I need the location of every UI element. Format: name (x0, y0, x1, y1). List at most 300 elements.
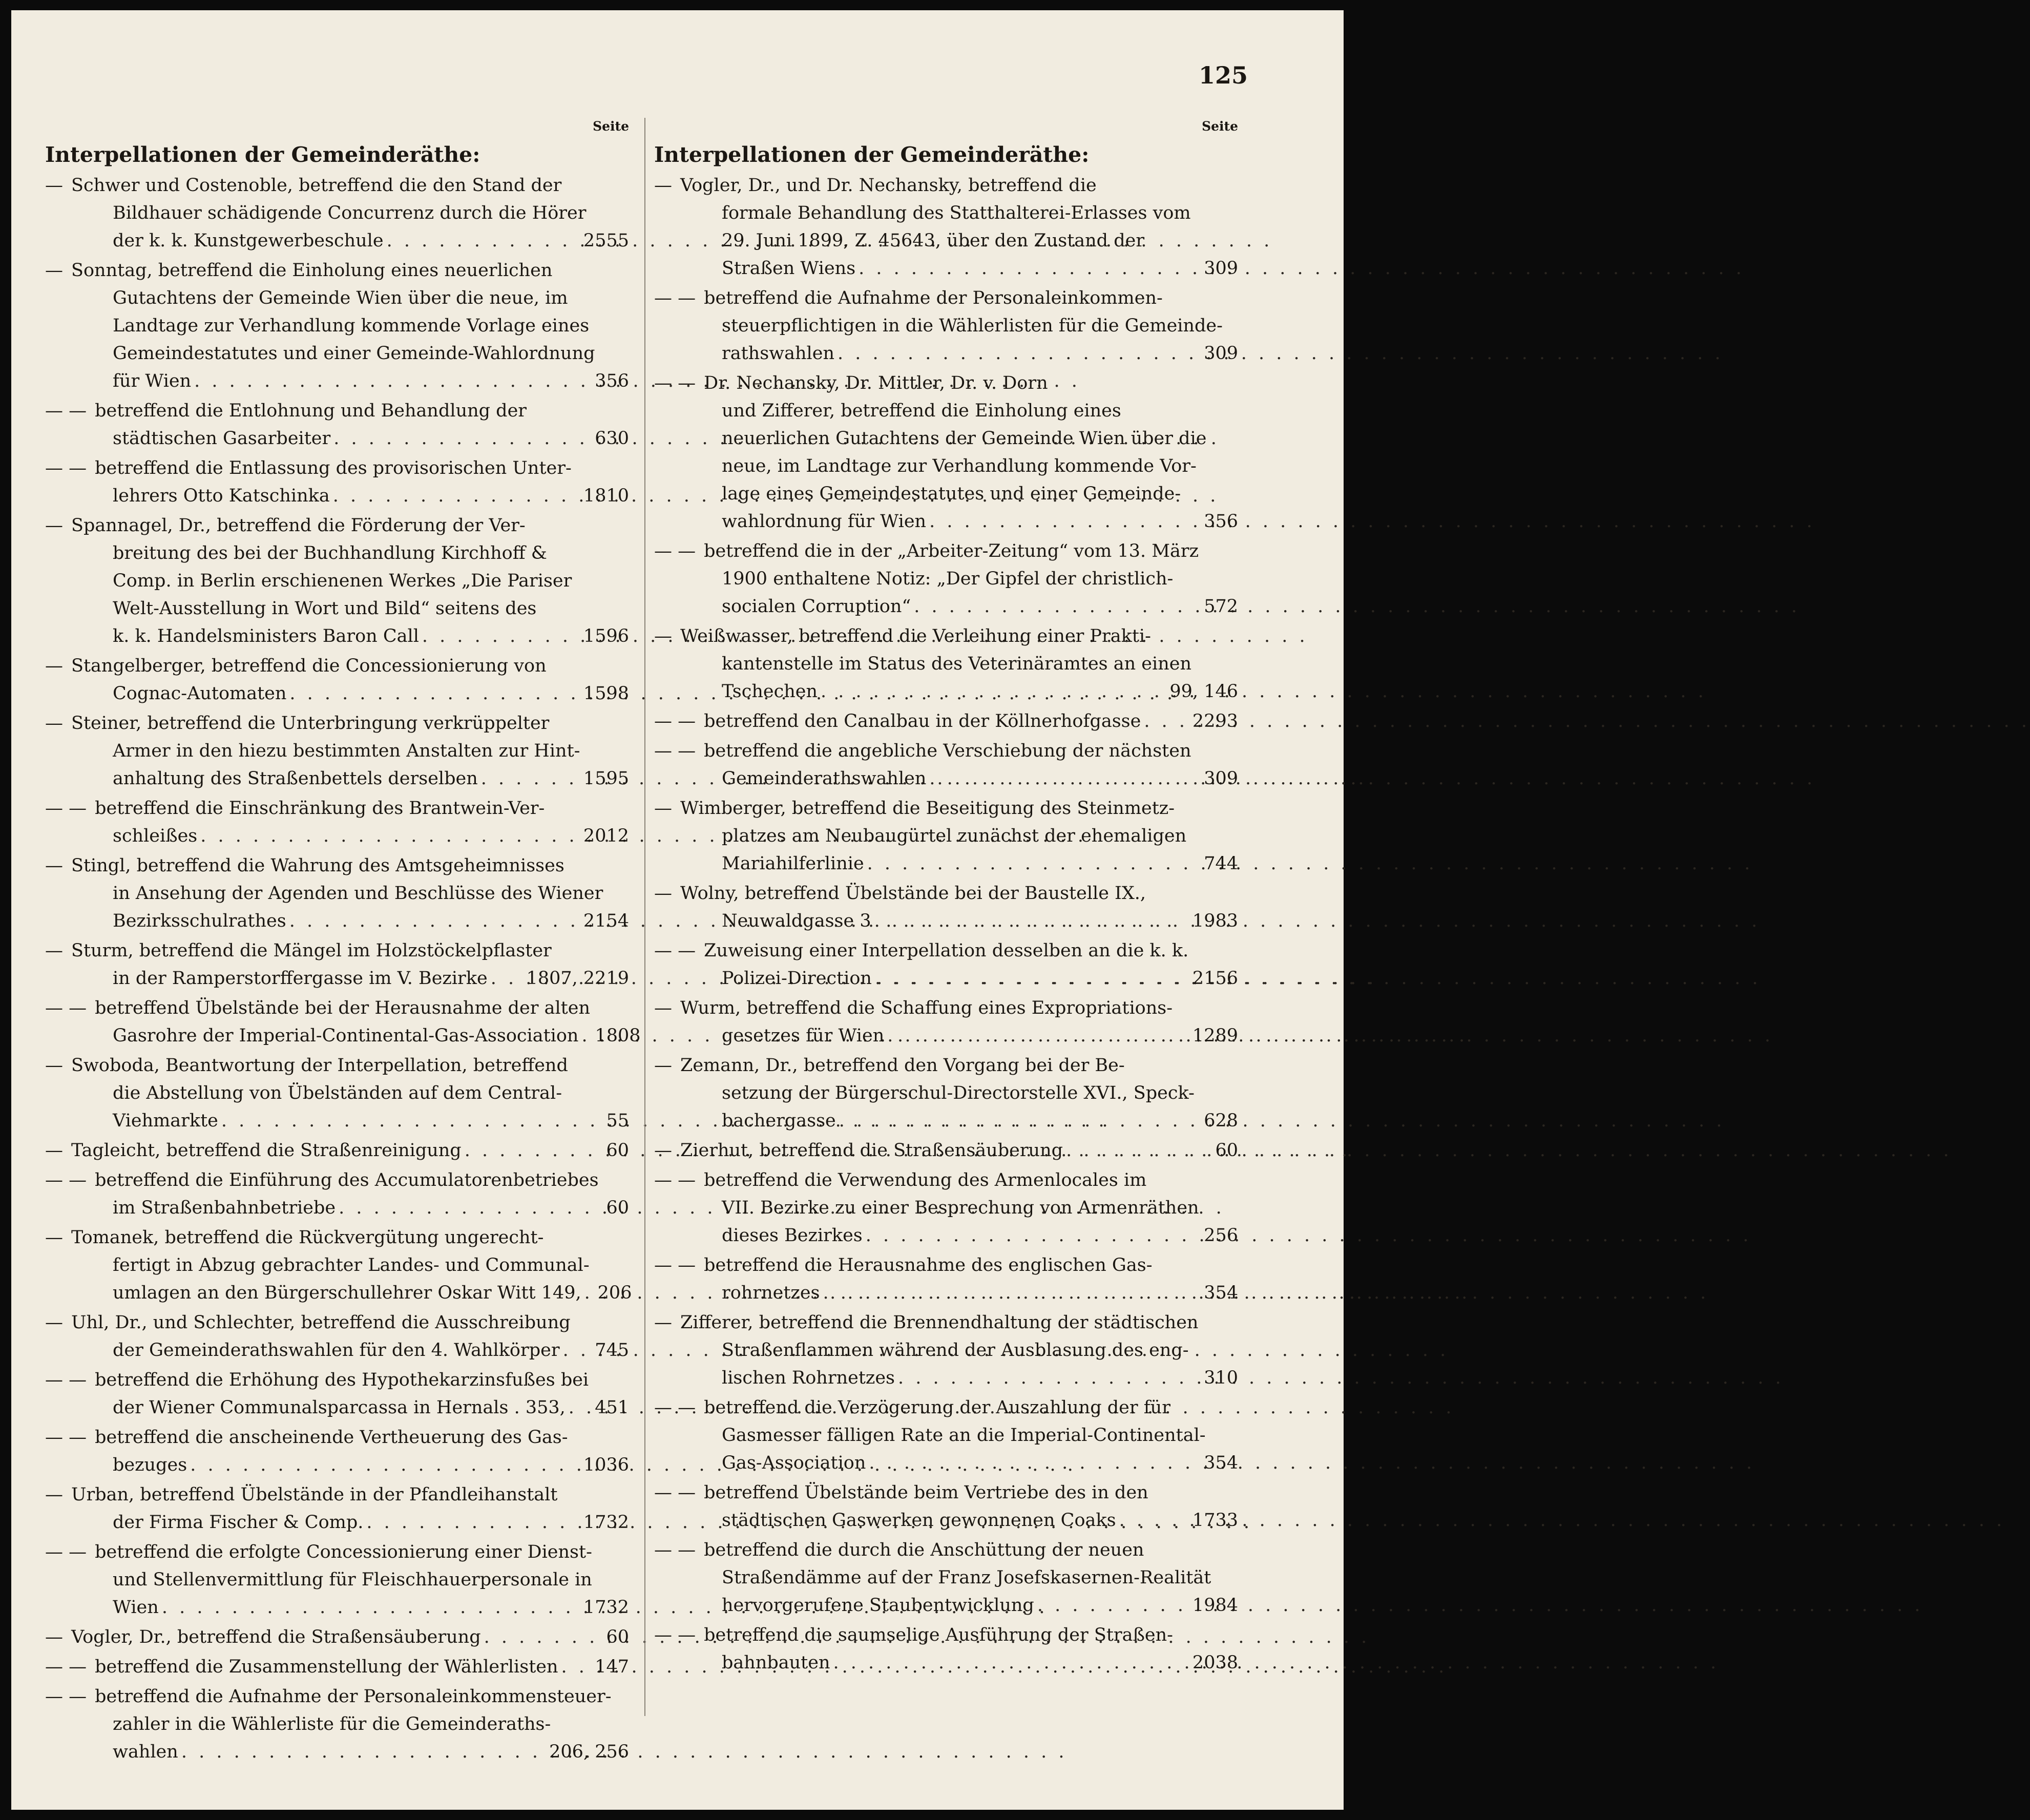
entry-dash: — (45, 515, 63, 536)
index-entry (654, 284, 1238, 367)
entry-line (45, 1738, 629, 1766)
page-reference: 309 (1204, 258, 1238, 279)
page-reference: 451 (595, 1397, 629, 1418)
entry-text: Urban, betreffend Übelstände in der Pfandleihanstalt (71, 1484, 558, 1505)
entry-line (654, 1649, 1238, 1677)
dot-leader (159, 1594, 583, 1621)
index-entry (654, 707, 1238, 735)
entry-line (45, 1481, 629, 1509)
index-entry (654, 1621, 1238, 1677)
entry-text: betreffend die saumselige Ausführung der Straßen- (704, 1625, 1173, 1645)
page-reference: 744 (1204, 853, 1238, 874)
page-reference: 1732 (583, 1512, 629, 1533)
index-entry (45, 1224, 632, 1307)
index-entry (654, 880, 1238, 935)
page-reference: 147 (595, 1657, 629, 1677)
index-entry (654, 937, 1238, 992)
entry-line (45, 1538, 629, 1566)
entry-text: Bildhauer schädigende Concurrenz durch die Hörer (113, 203, 587, 223)
entry-line (654, 480, 1238, 508)
entry-dash: — — (45, 1657, 87, 1677)
page-reference: 2293 (1192, 711, 1238, 731)
entry-dash: — (654, 1312, 672, 1333)
index-entry (45, 512, 629, 650)
dot-leader (178, 1738, 549, 1766)
entry-dash: — — (654, 1625, 696, 1645)
entry-text: Wurm, betreffend die Schaffung eines Expropriations- (680, 998, 1173, 1018)
dot-leader (884, 1022, 1192, 1050)
page-reference: 60 (606, 1198, 629, 1218)
entry-dash: — — (654, 1397, 696, 1418)
entry-line (45, 539, 629, 567)
page-reference: 1732 (583, 1597, 629, 1618)
entry-text: betreffend die Verzögerung der Auszahlung der für (704, 1397, 1170, 1418)
entry-text: Uhl, Dr., und Schlechter, betreffend die Ausschreibung (71, 1312, 571, 1333)
index-entry (45, 709, 629, 792)
index-entry (654, 622, 1238, 705)
entry-text: Spannagel, Dr., betreffend die Förderung der Ver- (71, 515, 526, 536)
entry-line (654, 650, 1238, 678)
entry-line (654, 397, 1238, 425)
entry-line (45, 1394, 629, 1421)
page-reference: 1598 (583, 683, 629, 704)
entry-text: betreffend die Aufnahme der Personaleinkommensteuer- (95, 1686, 612, 1707)
index-entry (45, 1623, 629, 1651)
entry-line (45, 765, 629, 792)
index-entry (654, 172, 1238, 282)
entry-dash: — — (654, 373, 696, 393)
index-entry (45, 1538, 629, 1621)
entry-line (45, 1653, 629, 1681)
index-entry (45, 794, 629, 850)
entry-text: Stingl, betreffend die Wahrung des Amtsgeheimnisses (71, 855, 564, 876)
entry-line (45, 482, 629, 510)
index-entry (654, 994, 1238, 1050)
dot-leader (855, 255, 1204, 282)
dot-leader (895, 1364, 1204, 1392)
entry-text: Welt-Ausstellung in Wort und Bild“ seitens des (113, 598, 537, 619)
entry-dash: — (45, 1312, 63, 1333)
column-divider (644, 118, 645, 1716)
entry-line (45, 994, 629, 1022)
entry-line (45, 1509, 629, 1536)
entry-text: in der Ramperstorffergasse im V. Bezirke (113, 968, 488, 989)
entry-dash: — (654, 1055, 672, 1076)
entry-dash: — — (45, 401, 87, 421)
entry-line (45, 1366, 629, 1394)
dot-leader (1063, 1137, 1215, 1164)
index-entry (45, 172, 629, 255)
entry-text: Landtage zur Verhandlung kommende Vorlage eines (113, 316, 590, 336)
index-entry (45, 397, 629, 452)
entry-dash: — — (654, 1255, 696, 1275)
entry-dash: — (45, 1627, 63, 1647)
dot-leader (926, 765, 1204, 792)
entry-line (45, 652, 629, 680)
dot-leader (218, 1107, 606, 1135)
entry-text: neuerlichen Gutachtens der Gemeinde Wien über die (722, 428, 1207, 449)
entry-text: betreffend die Aufnahme der Personaleinkommen- (704, 288, 1163, 308)
entry-text: Zifferer, betreffend die Brennendhaltung der städtischen (680, 1312, 1199, 1333)
entry-line (654, 312, 1238, 340)
entry-line (45, 880, 629, 907)
dot-leader (558, 1653, 595, 1681)
entry-dash: — — (654, 1482, 696, 1503)
entry-text: schleißes (113, 826, 198, 846)
entry-dash: — (45, 1227, 63, 1248)
entry-line (45, 965, 629, 992)
dot-leader (197, 822, 583, 850)
entry-dash: — (45, 713, 63, 734)
entry-dash: — — (654, 741, 696, 761)
dot-leader (363, 1509, 583, 1536)
dot-leader (581, 1279, 598, 1307)
entry-line (654, 965, 1238, 992)
entry-text: Wien (113, 1597, 159, 1618)
entry-dash: — (45, 175, 63, 196)
index-entry (654, 1394, 1238, 1477)
entry-text: betreffend die Entlassung des provisorischen Unter- (95, 458, 572, 478)
dot-leader (871, 907, 1192, 935)
entry-line (45, 937, 629, 965)
entry-line (654, 1479, 1238, 1507)
entry-text: betreffend die anscheinende Vertheuerung des Gas- (95, 1427, 568, 1448)
entry-dash: — — (654, 711, 696, 731)
page-reference: 309 (1204, 343, 1238, 364)
entry-dash: — — (654, 1540, 696, 1560)
entry-dash: — (45, 656, 63, 676)
entry-line (45, 312, 629, 340)
entry-line (654, 850, 1238, 877)
entry-text: und Stellenvermittlung für Fleischhauerpersonale in (113, 1570, 592, 1590)
entry-dash: — — (45, 1542, 87, 1562)
page-reference: 310 (1204, 1368, 1238, 1388)
entry-text: Straßenflammen während der Ausblasung des eng- (722, 1340, 1189, 1361)
entry-dash: — (45, 1484, 63, 1505)
entry-dash: — — (654, 541, 696, 561)
entry-line (654, 425, 1238, 452)
entry-text: betreffend die Erhöhung des Hypothekarzinsfußes bei (95, 1370, 589, 1390)
entry-line (654, 1251, 1238, 1279)
entry-text: der Firma Fischer & Comp. (113, 1512, 364, 1533)
entry-text: Tomanek, betreffend die Rückvergütung ungerecht- (71, 1227, 544, 1248)
page-reference: 572 (1204, 596, 1238, 617)
entry-text: lage eines Gemeindestatutes und einer Gemeinde- (722, 484, 1181, 504)
entry-line (45, 397, 629, 425)
index-entry (45, 1653, 629, 1681)
index-entry (45, 1052, 629, 1135)
page-reference: 99, 146 (1169, 681, 1238, 702)
entry-line (45, 567, 629, 595)
entry-line (654, 255, 1238, 282)
entry-text: neue, im Landtage zur Verhandlung kommende Vor- (722, 456, 1197, 476)
entry-text: betreffend die in der „Arbeiter-Zeitung“ vom 13. März (704, 541, 1199, 561)
entry-line (45, 1566, 629, 1594)
index-entry (45, 1166, 629, 1222)
index-entry (654, 1536, 1238, 1619)
entry-line (654, 1394, 1238, 1421)
page-reference: 60 (606, 1627, 629, 1647)
entry-dash: — (654, 175, 672, 196)
entry-line (45, 257, 629, 284)
dot-leader (820, 1279, 1204, 1307)
entry-text: Bezirksschulrathes (113, 911, 286, 931)
entry-dash: — — (654, 1170, 696, 1190)
entry-text: betreffend die angebliche Verschiebung der nächsten (704, 741, 1191, 761)
entry-text: gesetzes für Wien (722, 1026, 885, 1046)
page-reference: 2555 (583, 231, 629, 251)
entry-text: Stangelberger, betreffend die Concessionierung von (71, 656, 547, 676)
index-entry (45, 852, 629, 935)
entry-line (654, 907, 1238, 935)
entry-line (654, 199, 1238, 227)
entry-text: VII. Bezirke zu einer Besprechung von Armenräthen (722, 1198, 1199, 1218)
entry-line (654, 1022, 1238, 1050)
entry-text: lischen Rohrnetzes (722, 1368, 895, 1388)
entry-text: Polizei-Direction (722, 968, 872, 989)
entry-text: betreffend die Einführung des Accumulatorenbetriebes (95, 1170, 599, 1190)
entry-text: Swoboda, Beantwortung der Interpellation, betreffend (71, 1055, 568, 1076)
entry-text: formale Behandlung des Statthalterei-Erlasses vom (722, 203, 1191, 223)
entry-line (45, 1451, 629, 1479)
index-entry (654, 1251, 1238, 1307)
index-entry (45, 1137, 629, 1164)
entry-text: rathswahlen (722, 343, 834, 364)
index-entry (45, 1424, 629, 1479)
seite-label-left: Seite (593, 119, 629, 134)
dot-leader (818, 678, 1169, 705)
entries-right (654, 172, 1238, 1677)
page-reference: 1733 (1192, 1510, 1238, 1531)
entry-text: Comp. in Berlin erschienenen Werkes „Die Pariser (113, 571, 572, 591)
entry-line (654, 937, 1238, 965)
entry-line (654, 1536, 1238, 1564)
entry-text: wahlen (113, 1742, 178, 1762)
entry-text: und Zifferer, betreffend die Einholung eines (722, 401, 1121, 421)
entry-line (45, 454, 629, 482)
entry-text: breitung des bei der Buchhandlung Kirchhoff & (113, 543, 547, 563)
entry-line (45, 1710, 629, 1738)
dot-leader (866, 1449, 1204, 1477)
page-reference: 630 (595, 428, 629, 449)
entry-text: platzes am Neubaugürtel zunächst der ehemaligen (722, 826, 1187, 846)
entry-text: Tschechen (722, 681, 818, 702)
entry-text: Gasmesser fälligen Rate an die Imperial-Continental- (722, 1425, 1206, 1446)
entry-line (654, 622, 1238, 650)
index-entry (45, 652, 629, 707)
dot-leader (286, 680, 583, 707)
dot-leader (286, 907, 583, 935)
entry-line (654, 1309, 1238, 1336)
entry-line (45, 1137, 629, 1164)
dot-leader (481, 1623, 606, 1651)
entry-dash: — — (45, 1427, 87, 1448)
page-number: 125 (1199, 61, 1248, 89)
entry-text: im Straßenbahnbetriebe (113, 1198, 336, 1218)
dot-leader (872, 965, 1192, 992)
entry-line (654, 1507, 1238, 1534)
entry-text: betreffend die Entlohnung und Behandlung der (95, 401, 527, 421)
entry-text: bezuges (113, 1455, 187, 1475)
entry-text: Tagleicht, betreffend die Straßenreinigung (71, 1140, 462, 1161)
entry-dash: — (654, 626, 672, 646)
entry-line (654, 508, 1238, 535)
entry-text: für Wien (113, 371, 192, 391)
dot-leader (187, 1451, 583, 1479)
page-reference: 60 (606, 1140, 629, 1161)
entry-line (654, 765, 1238, 792)
entry-line (45, 737, 629, 765)
entry-line (45, 1336, 629, 1364)
entry-line (45, 1224, 629, 1251)
entry-line (45, 367, 629, 395)
dot-leader (926, 508, 1204, 535)
index-entry (654, 1166, 1238, 1249)
entry-line (654, 1137, 1238, 1164)
entry-line (654, 880, 1238, 907)
entry-dash: — — (45, 1170, 87, 1190)
entry-line (45, 172, 629, 199)
dot-leader (336, 1194, 606, 1222)
entry-line (654, 822, 1238, 850)
entry-text: bachergasse (722, 1111, 836, 1131)
entry-line (45, 794, 629, 822)
entry-text: die Abstellung von Übelständen auf dem Central- (113, 1083, 562, 1103)
page-reference: 2038 (1192, 1652, 1238, 1673)
entry-line (654, 1166, 1238, 1194)
entry-line (654, 369, 1238, 397)
index-entry (45, 1683, 629, 1766)
entry-line (45, 1079, 629, 1107)
dot-leader (330, 425, 595, 452)
entry-line (654, 1564, 1238, 1592)
index-entry (654, 369, 1238, 535)
entry-text: betreffend Übelstände beim Vertriebe des in den (704, 1482, 1148, 1503)
index-entry (654, 737, 1238, 792)
entry-text: Sonntag, betreffend die Einholung eines neuerlichen (71, 260, 553, 281)
entry-line (654, 794, 1238, 822)
entry-line (45, 1194, 629, 1222)
entry-text: hervorgerufene Staubentwicklung (722, 1595, 1034, 1616)
entry-text: fertigt in Abzug gebrachter Landes- und Communal- (113, 1255, 590, 1275)
entry-line (45, 1683, 629, 1710)
entry-line (654, 284, 1238, 312)
entry-text: Wolny, betreffend Übelstände bei der Baustelle IX., (680, 883, 1146, 904)
dot-leader (566, 1394, 595, 1421)
entry-text: dieses Bezirkes (722, 1225, 863, 1246)
entry-line (654, 1621, 1238, 1649)
entry-line (654, 1079, 1238, 1107)
entry-text: Gemeindestatutes und einer Gemeinde-Wahlordnung (113, 343, 595, 364)
entry-line (654, 537, 1238, 565)
entry-text: steuerpflichtigen in die Wählerlisten für die Gemeinde- (722, 316, 1223, 336)
entry-text: kantenstelle im Status des Veterinäramtes an einen (722, 654, 1191, 674)
page-reference: 55 (606, 1111, 629, 1131)
page-reference: 60 (1215, 1140, 1238, 1161)
entry-line (45, 512, 629, 539)
entry-line (45, 425, 629, 452)
entry-dash: — (45, 855, 63, 876)
entry-line (45, 1623, 629, 1651)
entry-line (654, 707, 1238, 735)
index-entry (45, 454, 629, 510)
index-entry (45, 1366, 629, 1421)
entry-line (45, 1251, 629, 1279)
entries-left (45, 172, 641, 1766)
entry-line (654, 1222, 1238, 1249)
entry-dash: — (45, 940, 63, 961)
entry-text: Zuweisung einer Interpellation desselben an die k. k. (704, 940, 1189, 961)
entry-dash: — — (45, 1686, 87, 1707)
entry-text: setzung der Bürgerschul-Directorstelle XVI., Speck- (722, 1083, 1195, 1103)
entry-text: städtischen Gasarbeiter (113, 428, 331, 449)
entry-text: Gutachtens der Gemeinde Wien über die neue, im (113, 288, 568, 308)
entry-text: Steiner, betreffend die Unterbringung verkrüppelter (71, 713, 550, 734)
dot-leader (191, 367, 595, 395)
entry-text: 29. Juni 1899, Z. 45643, über den Zustand der (722, 231, 1145, 251)
entry-dash: — — (654, 288, 696, 308)
index-entry (45, 994, 641, 1050)
page-reference: 356 (595, 371, 629, 391)
entry-text: betreffend die Verwendung des Armenlocales im (704, 1170, 1147, 1190)
index-entry (45, 257, 629, 395)
entry-text: Weißwasser, betreffend die Verleihung einer Prakti- (680, 626, 1151, 646)
seite-label-right: Seite (1202, 119, 1238, 134)
entry-line (45, 1424, 629, 1451)
entry-text: betreffend die erfolgte Concessionierung einer Dienst- (95, 1542, 592, 1562)
index-entry (654, 1137, 1238, 1164)
entry-text: der k. k. Kunstgewerbeschule (113, 231, 384, 251)
page-reference: 356 (1204, 511, 1238, 532)
entry-text: Gemeinderathswahlen (722, 768, 927, 789)
entry-text: k. k. Handelsministers Baron Call (113, 626, 419, 646)
entry-line (45, 622, 629, 650)
dot-leader (863, 1222, 1204, 1249)
entry-text: betreffend die Einschränkung des Brantwein-Ver- (95, 798, 545, 819)
entry-text: Dr. Nechansky, Dr. Mittler, Dr. v. Dorn (704, 373, 1048, 393)
entry-line (654, 737, 1238, 765)
page-reference: 2156 (1192, 968, 1238, 989)
dot-leader (578, 1022, 595, 1050)
entry-dash: — — (45, 1370, 87, 1390)
entry-text: Schwer und Costenoble, betreffend die den Stand der (71, 175, 562, 196)
index-entry (45, 937, 629, 992)
dot-leader (830, 1649, 1192, 1677)
right-column (654, 115, 1238, 1679)
entry-line (45, 680, 629, 707)
entry-dash: — (45, 1055, 63, 1076)
entry-text: betreffend Übelstände bei der Herausnahme der alten (95, 998, 590, 1018)
entry-line (654, 994, 1238, 1022)
entry-line (654, 1052, 1238, 1079)
dot-leader (911, 593, 1204, 620)
page-reference: 1596 (583, 626, 629, 646)
entry-text: Zemann, Dr., betreffend den Vorgang bei der Be- (680, 1055, 1125, 1076)
page-reference: 1595 (583, 768, 629, 789)
entry-text: betreffend den Canalbau in der Köllnerhofgasse (704, 711, 1141, 731)
entry-line (654, 1449, 1238, 1477)
entry-line (654, 1592, 1238, 1619)
dot-leader (419, 622, 583, 650)
entry-line (654, 678, 1238, 705)
entry-text: betreffend die durch die Anschüttung der neuen (704, 1540, 1144, 1560)
entry-text: zahler in die Wählerliste für die Gemeinderaths- (113, 1714, 551, 1734)
entry-line (654, 1364, 1238, 1392)
entry-text: rohrnetzes (722, 1283, 820, 1303)
page-reference: 1810 (583, 486, 629, 506)
entry-line (654, 172, 1238, 199)
page-reference: 256 (1204, 1225, 1238, 1246)
